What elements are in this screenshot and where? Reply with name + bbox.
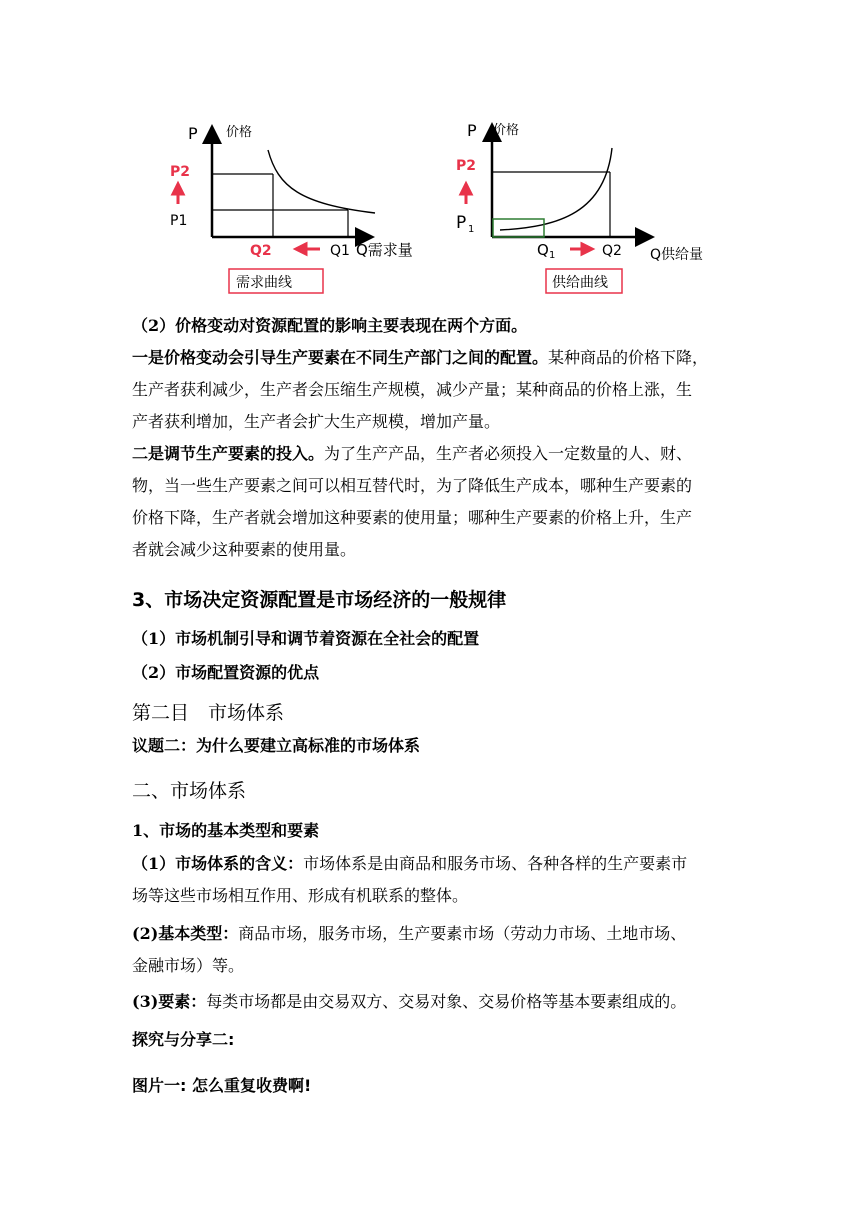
first-aspect-line3: 产者获利增加，生产者会扩大生产规模，增加产量。 (132, 412, 501, 431)
definition-line2: 场等这些市场相互作用、形成有机联系的整体。 (132, 886, 469, 905)
topic-two: 议题二：为什么要建立高标准的市场体系 (132, 736, 421, 755)
curves-svg (160, 112, 740, 302)
para-price-impact: （2）价格变动对资源配置的影响主要表现在两个方面。 (132, 316, 528, 335)
section-title: 第二目 市场体系 (132, 702, 285, 724)
demand-caption: 需求曲线 (236, 275, 292, 291)
demand-axis-p: P (188, 124, 198, 143)
elements-bold: (3)要素： (132, 992, 207, 1011)
first-aspect-line2: 生产者获利减少，生产者会压缩生产规模，减少产量；某种商品的价格上涨，生 (132, 380, 693, 399)
demand-chart (170, 124, 413, 293)
second-aspect-line1: 为了生产产品，生产者必须投入一定数量的人、财、 (324, 444, 693, 463)
supply-q2-label: Q2 (602, 243, 622, 259)
types-bold: (2)基本类型： (132, 924, 239, 943)
supply-chart (456, 121, 703, 293)
para-definition (132, 848, 742, 912)
types-line1: 商品市场，服务市场，生产要素市场（劳动力市场、土地市场、 (238, 924, 687, 943)
supply-q1-sub: 1 (549, 250, 556, 261)
demand-axis-q: Q需求量 (356, 241, 413, 259)
demand-q2-label: Q2 (250, 243, 272, 259)
supply-p1-label: P (456, 213, 467, 233)
heading-market-system: 二、市场体系 (132, 780, 247, 802)
definition-bold: （1）市场体系的含义： (132, 854, 304, 873)
item-market-mechanism: （1）市场机制引导和调节着资源在全社会的配置 (132, 629, 480, 648)
second-aspect-bold: 二是调节生产要素的投入。 (132, 444, 325, 463)
para-elements (132, 986, 742, 1018)
elements-text: 每类市场都是由交易双方、交易对象、交易价格等基本要素组成的。 (206, 992, 687, 1011)
picture-one-caption: 图片一: 怎么重复收费啊! (132, 1076, 312, 1095)
supply-right-arrow (570, 244, 592, 254)
first-aspect-line1: 某种商品的价格下降， (548, 348, 709, 367)
supply-axis-price: 价格 (493, 123, 520, 138)
demand-p1-label: P1 (170, 213, 188, 229)
explore-heading: 探究与分享二: (132, 1030, 235, 1049)
types-line2: 金融市场）等。 (132, 956, 245, 975)
para-types (132, 918, 742, 982)
supply-curve (500, 148, 612, 230)
heading-market-law: 3、市场决定资源配置是市场经济的一般规律 (132, 589, 507, 611)
demand-left-arrow (296, 244, 320, 254)
second-aspect-line4: 者就会减少这种要素的使用量。 (132, 540, 357, 559)
second-aspect-line3: 价格下降，生产者就会增加这种要素的使用量；哪种生产要素的价格上升，生产 (132, 508, 693, 527)
demand-axis-price: 价格 (226, 125, 253, 140)
demand-q1-label: Q1 (330, 243, 350, 259)
supply-q1-label: Q (537, 241, 549, 259)
item-market-advantage: （2）市场配置资源的优点 (132, 663, 320, 682)
para-first-aspect (132, 342, 742, 438)
supply-p2-label: P2 (456, 158, 477, 174)
para-second-aspect (132, 438, 742, 566)
supply-caption: 供给曲线 (552, 275, 608, 291)
supply-axis-p: P (467, 121, 477, 140)
first-aspect-bold: 一是价格变动会引导生产要素在不同生产部门之间的配置。 (132, 348, 549, 367)
supply-axis-q: Q供给量 (650, 247, 704, 263)
sub-heading-types: 1、市场的基本类型和要素 (132, 821, 320, 840)
supply-p1-sub: 1 (468, 224, 475, 235)
demand-p2-label: P2 (170, 164, 191, 180)
demand-curve (268, 150, 375, 213)
supply-up-arrow (461, 184, 471, 204)
definition-line1: 市场体系是由商品和服务市场、各种各样的生产要素市 (303, 854, 688, 873)
demand-supply-figure (160, 112, 740, 302)
second-aspect-line2: 物，当一些生产要素之间可以相互替代时，为了降低生产成本，哪种生产要素的 (132, 476, 693, 495)
demand-up-arrow (173, 184, 183, 204)
